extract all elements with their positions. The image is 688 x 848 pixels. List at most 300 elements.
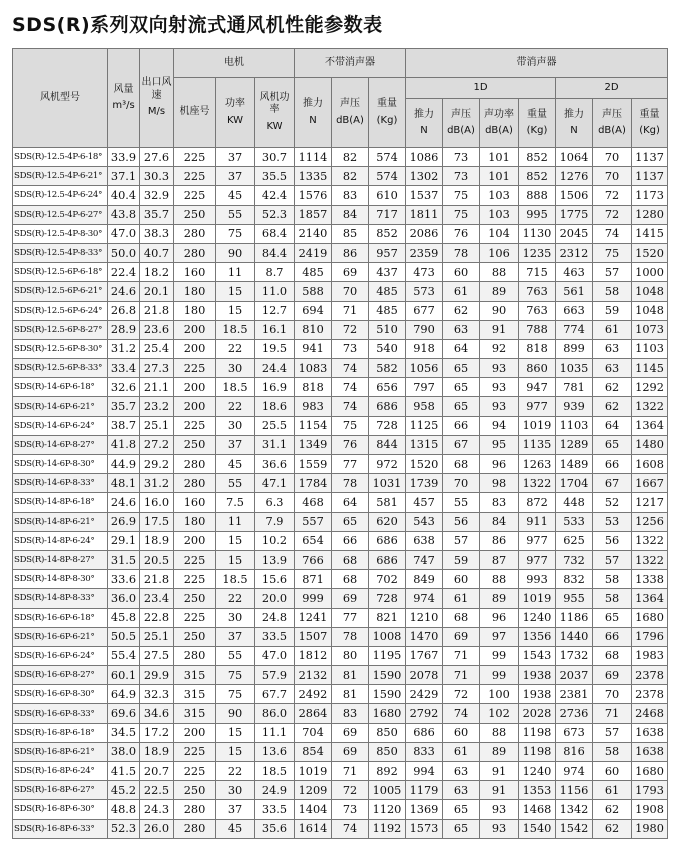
- model-cell: SDS(R)-14-6P-6-21°: [13, 397, 108, 416]
- value-cell: 1796: [632, 627, 668, 646]
- value-cell: 1811: [406, 205, 443, 224]
- col-speed: 出口风速 M/s: [140, 49, 174, 148]
- value-cell: 1857: [295, 205, 332, 224]
- value-cell: 1573: [406, 819, 443, 838]
- value-cell: 2078: [406, 666, 443, 685]
- model-cell: SDS(R)-16-8P-6-33°: [13, 819, 108, 838]
- value-cell: 102: [480, 704, 519, 723]
- value-cell: 1137: [632, 148, 668, 167]
- value-cell: 1198: [519, 742, 556, 761]
- value-cell: 1000: [632, 263, 668, 282]
- value-cell: 766: [295, 550, 332, 569]
- value-cell: 225: [174, 359, 216, 378]
- value-cell: 28.9: [108, 320, 140, 339]
- value-cell: 92: [480, 339, 519, 358]
- value-cell: 280: [174, 819, 216, 838]
- value-cell: 88: [480, 263, 519, 282]
- value-cell: 574: [369, 167, 406, 186]
- value-cell: 280: [174, 646, 216, 665]
- value-cell: 852: [369, 224, 406, 243]
- value-cell: 83: [480, 493, 519, 512]
- value-cell: 993: [519, 570, 556, 589]
- table-row: [13, 800, 668, 819]
- value-cell: 1005: [369, 781, 406, 800]
- value-cell: 200: [174, 723, 216, 742]
- value-cell: 58: [593, 742, 632, 761]
- value-cell: 200: [174, 531, 216, 550]
- value-cell: 66: [443, 416, 480, 435]
- value-cell: 610: [369, 186, 406, 205]
- value-cell: 37: [216, 800, 255, 819]
- col-thrust: 推力 N: [295, 78, 332, 148]
- value-cell: 41.8: [108, 435, 140, 454]
- value-cell: 1198: [519, 723, 556, 742]
- value-cell: 64.9: [108, 685, 140, 704]
- value-cell: 33.5: [255, 627, 295, 646]
- value-cell: 72: [332, 320, 369, 339]
- value-cell: 2429: [406, 685, 443, 704]
- value-cell: 85: [332, 224, 369, 243]
- value-cell: 844: [369, 435, 406, 454]
- value-cell: 457: [406, 493, 443, 512]
- value-cell: 280: [174, 455, 216, 474]
- value-cell: 35.5: [255, 167, 295, 186]
- value-cell: 18.5: [216, 320, 255, 339]
- value-cell: 1608: [632, 455, 668, 474]
- table-row: [13, 186, 668, 205]
- value-cell: 65: [443, 819, 480, 838]
- value-cell: 581: [369, 493, 406, 512]
- value-cell: 65: [593, 435, 632, 454]
- value-cell: 11: [216, 512, 255, 531]
- value-cell: 977: [519, 550, 556, 569]
- value-cell: 69.6: [108, 704, 140, 723]
- table-row: [13, 243, 668, 262]
- value-cell: 1576: [295, 186, 332, 205]
- value-cell: 280: [174, 224, 216, 243]
- value-cell: 64: [332, 493, 369, 512]
- value-cell: 74: [593, 224, 632, 243]
- value-cell: 76: [332, 435, 369, 454]
- model-cell: SDS(R)-16-6P-8-33°: [13, 704, 108, 723]
- value-cell: 573: [406, 282, 443, 301]
- value-cell: 45: [216, 455, 255, 474]
- value-cell: 97: [480, 627, 519, 646]
- value-cell: 93: [480, 800, 519, 819]
- value-cell: 957: [369, 243, 406, 262]
- value-cell: 1908: [632, 800, 668, 819]
- value-cell: 1263: [519, 455, 556, 474]
- value-cell: 225: [174, 550, 216, 569]
- model-cell: SDS(R)-14-6P-8-30°: [13, 455, 108, 474]
- value-cell: 63: [443, 320, 480, 339]
- model-cell: SDS(R)-14-6P-8-27°: [13, 435, 108, 454]
- value-cell: 280: [174, 474, 216, 493]
- value-cell: 99: [480, 666, 519, 685]
- col-1d-sound-power: 声功率 dB(A): [480, 99, 519, 148]
- value-cell: 1145: [632, 359, 668, 378]
- value-cell: 65: [332, 512, 369, 531]
- value-cell: 18.2: [140, 263, 174, 282]
- value-cell: 66: [332, 531, 369, 550]
- value-cell: 62: [593, 397, 632, 416]
- value-cell: 67: [443, 435, 480, 454]
- value-cell: 50.5: [108, 627, 140, 646]
- value-cell: 1302: [406, 167, 443, 186]
- value-cell: 11.0: [255, 282, 295, 301]
- value-cell: 225: [174, 416, 216, 435]
- value-cell: 29.1: [108, 531, 140, 550]
- value-cell: 1590: [369, 666, 406, 685]
- value-cell: 88: [480, 723, 519, 742]
- value-cell: 33.4: [108, 359, 140, 378]
- col-1d-weight: 重量 (Kg): [519, 99, 556, 148]
- value-cell: 60: [443, 723, 480, 742]
- model-cell: SDS(R)-12.5-4P-6-24°: [13, 186, 108, 205]
- value-cell: 250: [174, 627, 216, 646]
- value-cell: 763: [519, 301, 556, 320]
- value-cell: 1031: [369, 474, 406, 493]
- value-cell: 58: [593, 282, 632, 301]
- value-cell: 225: [174, 570, 216, 589]
- value-cell: 62: [593, 819, 632, 838]
- value-cell: 84: [480, 512, 519, 531]
- value-cell: 977: [519, 397, 556, 416]
- value-cell: 1256: [632, 512, 668, 531]
- value-cell: 1064: [556, 148, 593, 167]
- value-cell: 821: [369, 608, 406, 627]
- value-cell: 47.0: [255, 646, 295, 665]
- value-cell: 1342: [556, 800, 593, 819]
- model-cell: SDS(R)-16-8P-6-30°: [13, 800, 108, 819]
- value-cell: 1520: [632, 243, 668, 262]
- value-cell: 872: [519, 493, 556, 512]
- value-cell: 21.1: [140, 378, 174, 397]
- value-cell: 1292: [632, 378, 668, 397]
- value-cell: 1048: [632, 301, 668, 320]
- performance-table: [12, 48, 668, 839]
- value-cell: 67: [593, 474, 632, 493]
- value-cell: 1537: [406, 186, 443, 205]
- value-cell: 1192: [369, 819, 406, 838]
- value-cell: 663: [556, 301, 593, 320]
- value-cell: 30: [216, 359, 255, 378]
- value-cell: 63: [593, 359, 632, 378]
- value-cell: 32.3: [140, 685, 174, 704]
- table-row: [13, 455, 668, 474]
- value-cell: 93: [480, 397, 519, 416]
- table-row: [13, 781, 668, 800]
- table-row: [13, 282, 668, 301]
- value-cell: 1468: [519, 800, 556, 819]
- value-cell: 63: [593, 339, 632, 358]
- col-noise: 声压 dB(A): [332, 78, 369, 148]
- value-cell: 75: [593, 243, 632, 262]
- value-cell: 52.3: [255, 205, 295, 224]
- model-cell: SDS(R)-16-6P-8-30°: [13, 685, 108, 704]
- value-cell: 23.4: [140, 589, 174, 608]
- value-cell: 18.9: [140, 531, 174, 550]
- value-cell: 32.9: [140, 186, 174, 205]
- value-cell: 774: [556, 320, 593, 339]
- value-cell: 972: [369, 455, 406, 474]
- value-cell: 27.5: [140, 646, 174, 665]
- value-cell: 2086: [406, 224, 443, 243]
- value-cell: 1559: [295, 455, 332, 474]
- value-cell: 65: [443, 397, 480, 416]
- value-cell: 52: [593, 493, 632, 512]
- value-cell: 1356: [519, 627, 556, 646]
- col-model: 风机型号: [13, 49, 108, 148]
- value-cell: 1767: [406, 646, 443, 665]
- value-cell: 24.9: [255, 781, 295, 800]
- value-cell: 1470: [406, 627, 443, 646]
- value-cell: 974: [556, 762, 593, 781]
- value-cell: 20.5: [140, 550, 174, 569]
- value-cell: 77: [332, 455, 369, 474]
- value-cell: 200: [174, 397, 216, 416]
- model-cell: SDS(R)-12.5-6P-8-33°: [13, 359, 108, 378]
- value-cell: 61: [443, 589, 480, 608]
- table-row: [13, 589, 668, 608]
- value-cell: 1480: [632, 435, 668, 454]
- value-cell: 71: [332, 301, 369, 320]
- value-cell: 16.0: [140, 493, 174, 512]
- value-cell: 2132: [295, 666, 332, 685]
- value-cell: 43.8: [108, 205, 140, 224]
- value-cell: 17.5: [140, 512, 174, 531]
- value-cell: 30.3: [140, 167, 174, 186]
- value-cell: 561: [556, 282, 593, 301]
- value-cell: 45: [216, 819, 255, 838]
- value-cell: 82: [332, 167, 369, 186]
- value-cell: 35.7: [140, 205, 174, 224]
- value-cell: 656: [369, 378, 406, 397]
- table-row: [13, 167, 668, 186]
- value-cell: 1983: [632, 646, 668, 665]
- value-cell: 574: [369, 148, 406, 167]
- value-cell: 33.9: [108, 148, 140, 167]
- value-cell: 69: [332, 723, 369, 742]
- value-cell: 747: [406, 550, 443, 569]
- value-cell: 797: [406, 378, 443, 397]
- value-cell: 1135: [519, 435, 556, 454]
- value-cell: 1154: [295, 416, 332, 435]
- value-cell: 448: [556, 493, 593, 512]
- value-cell: 850: [369, 742, 406, 761]
- value-cell: 45: [216, 186, 255, 205]
- value-cell: 200: [174, 378, 216, 397]
- value-cell: 22: [216, 589, 255, 608]
- value-cell: 849: [406, 570, 443, 589]
- value-cell: 26.0: [140, 819, 174, 838]
- value-cell: 1125: [406, 416, 443, 435]
- value-cell: 101: [480, 167, 519, 186]
- value-cell: 2140: [295, 224, 332, 243]
- value-cell: 225: [174, 762, 216, 781]
- model-cell: SDS(R)-12.5-4P-6-18°: [13, 148, 108, 167]
- value-cell: 200: [174, 320, 216, 339]
- value-cell: 87: [480, 550, 519, 569]
- model-cell: SDS(R)-12.5-6P-6-21°: [13, 282, 108, 301]
- value-cell: 69: [332, 742, 369, 761]
- value-cell: 20.1: [140, 282, 174, 301]
- value-cell: 1073: [632, 320, 668, 339]
- value-cell: 93: [480, 359, 519, 378]
- value-cell: 71: [443, 646, 480, 665]
- value-cell: 73: [443, 167, 480, 186]
- value-cell: 832: [556, 570, 593, 589]
- table-row: [13, 397, 668, 416]
- value-cell: 73: [332, 339, 369, 358]
- model-cell: SDS(R)-14-8P-8-33°: [13, 589, 108, 608]
- table-body: [13, 148, 668, 839]
- value-cell: 686: [406, 723, 443, 742]
- value-cell: 810: [295, 320, 332, 339]
- model-cell: SDS(R)-12.5-4P-6-27°: [13, 205, 108, 224]
- value-cell: 68: [443, 455, 480, 474]
- table-row: [13, 704, 668, 723]
- value-cell: 22: [216, 397, 255, 416]
- value-cell: 11: [216, 263, 255, 282]
- value-cell: 23.6: [140, 320, 174, 339]
- value-cell: 29.2: [140, 455, 174, 474]
- value-cell: 1353: [519, 781, 556, 800]
- value-cell: 2492: [295, 685, 332, 704]
- value-cell: 70: [332, 282, 369, 301]
- value-cell: 250: [174, 781, 216, 800]
- value-cell: 1415: [632, 224, 668, 243]
- value-cell: 50.0: [108, 243, 140, 262]
- value-cell: 315: [174, 666, 216, 685]
- value-cell: 22: [216, 762, 255, 781]
- value-cell: 1364: [632, 589, 668, 608]
- value-cell: 2736: [556, 704, 593, 723]
- value-cell: 33.5: [255, 800, 295, 819]
- model-cell: SDS(R)-14-8P-6-24°: [13, 531, 108, 550]
- value-cell: 25.1: [140, 416, 174, 435]
- value-cell: 24.8: [255, 608, 295, 627]
- value-cell: 57: [593, 263, 632, 282]
- value-cell: 15: [216, 531, 255, 550]
- group-motor: 电机: [174, 49, 295, 78]
- value-cell: 7.9: [255, 512, 295, 531]
- value-cell: 939: [556, 397, 593, 416]
- value-cell: 1195: [369, 646, 406, 665]
- value-cell: 732: [556, 550, 593, 569]
- value-cell: 1322: [519, 474, 556, 493]
- value-cell: 20.0: [255, 589, 295, 608]
- col-weight: 重量 (Kg): [369, 78, 406, 148]
- value-cell: 888: [519, 186, 556, 205]
- value-cell: 1083: [295, 359, 332, 378]
- value-cell: 918: [406, 339, 443, 358]
- value-cell: 61: [443, 282, 480, 301]
- model-cell: SDS(R)-14-8P-6-18°: [13, 493, 108, 512]
- value-cell: 53: [593, 512, 632, 531]
- value-cell: 1241: [295, 608, 332, 627]
- value-cell: 58: [593, 589, 632, 608]
- value-cell: 280: [174, 800, 216, 819]
- value-cell: 78: [443, 243, 480, 262]
- value-cell: 96: [480, 455, 519, 474]
- value-cell: 225: [174, 148, 216, 167]
- value-cell: 60: [443, 570, 480, 589]
- value-cell: 41.5: [108, 762, 140, 781]
- value-cell: 95: [480, 435, 519, 454]
- value-cell: 974: [406, 589, 443, 608]
- value-cell: 69: [332, 263, 369, 282]
- value-cell: 48.8: [108, 800, 140, 819]
- value-cell: 55: [216, 646, 255, 665]
- table-row: [13, 301, 668, 320]
- value-cell: 75: [216, 685, 255, 704]
- value-cell: 1335: [295, 167, 332, 186]
- value-cell: 1240: [519, 762, 556, 781]
- value-cell: 70: [593, 148, 632, 167]
- value-cell: 160: [174, 263, 216, 282]
- value-cell: 13.6: [255, 742, 295, 761]
- value-cell: 68: [332, 570, 369, 589]
- table-row: [13, 435, 668, 454]
- value-cell: 67.7: [255, 685, 295, 704]
- value-cell: 543: [406, 512, 443, 531]
- table-row: [13, 666, 668, 685]
- value-cell: 89: [480, 282, 519, 301]
- model-cell: SDS(R)-16-6P-6-18°: [13, 608, 108, 627]
- value-cell: 86: [480, 531, 519, 550]
- value-cell: 1019: [519, 589, 556, 608]
- table-row: [13, 416, 668, 435]
- group-with-muffler: 带消声器: [406, 49, 668, 78]
- value-cell: 61: [593, 320, 632, 339]
- value-cell: 69: [593, 666, 632, 685]
- value-cell: 1704: [556, 474, 593, 493]
- value-cell: 1667: [632, 474, 668, 493]
- value-cell: 81: [332, 666, 369, 685]
- value-cell: 24.6: [108, 493, 140, 512]
- value-cell: 818: [295, 378, 332, 397]
- value-cell: 15: [216, 723, 255, 742]
- value-cell: 955: [556, 589, 593, 608]
- value-cell: 91: [480, 762, 519, 781]
- col-1d-noise: 声压 dB(A): [443, 99, 480, 148]
- value-cell: 1008: [369, 627, 406, 646]
- value-cell: 1542: [556, 819, 593, 838]
- value-cell: 854: [295, 742, 332, 761]
- value-cell: 180: [174, 301, 216, 320]
- col-1d-thrust: 推力 N: [406, 99, 443, 148]
- value-cell: 89: [480, 742, 519, 761]
- value-cell: 78: [332, 474, 369, 493]
- value-cell: 71: [593, 704, 632, 723]
- value-cell: 1680: [632, 608, 668, 627]
- value-cell: 694: [295, 301, 332, 320]
- value-cell: 1217: [632, 493, 668, 512]
- table-row: [13, 819, 668, 838]
- value-cell: 94: [480, 416, 519, 435]
- value-cell: 59: [443, 550, 480, 569]
- value-cell: 36.6: [255, 455, 295, 474]
- value-cell: 73: [332, 800, 369, 819]
- value-cell: 71: [332, 762, 369, 781]
- value-cell: 728: [369, 416, 406, 435]
- value-cell: 72: [443, 685, 480, 704]
- value-cell: 686: [369, 397, 406, 416]
- value-cell: 18.5: [216, 570, 255, 589]
- value-cell: 994: [406, 762, 443, 781]
- value-cell: 47.0: [108, 224, 140, 243]
